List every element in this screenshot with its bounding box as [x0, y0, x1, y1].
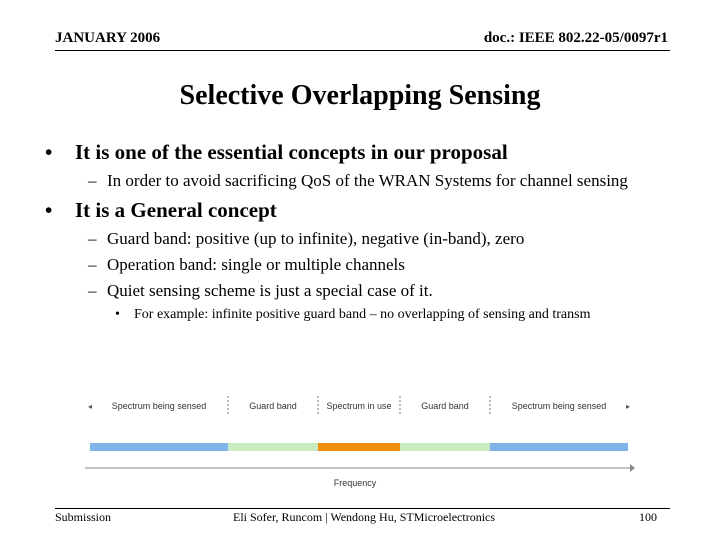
spectrum-segment-bar: [228, 443, 318, 451]
dash-marker: –: [88, 281, 97, 300]
header-doc-id: doc.: IEEE 802.22-05/0097r1: [483, 30, 668, 46]
bullet-2: [45, 198, 277, 223]
bullet-2-subsub-1: [115, 307, 590, 323]
spectrum-segment-label: Spectrum being sensed: [511, 401, 607, 411]
bullet-dot: •: [45, 140, 53, 164]
spectrum-segment-bar: [90, 443, 228, 451]
bullet-dot: •: [45, 198, 53, 222]
bullet-1: [45, 140, 508, 165]
bullet-2-text: It is a General concept: [75, 198, 277, 222]
bullet-1-sub-1: [88, 171, 628, 191]
dash-marker: –: [88, 171, 97, 190]
header-rule: [55, 50, 670, 51]
bullet-2-sub-3: [88, 281, 433, 301]
bullet-2-sub-1: [88, 229, 524, 249]
footer-authors: Eli Sofer, Runcom | Wendong Hu, STMicroelectronics: [233, 510, 496, 524]
dash-marker: –: [88, 255, 97, 274]
bullet-2-sub-3-text: Quiet sensing scheme is just a special case of it.: [107, 281, 433, 300]
spectrum-diagram: [85, 392, 635, 492]
spectrum-segment-label: Guard band: [249, 401, 297, 411]
spectrum-segment-label: Spectrum being sensed: [111, 401, 207, 411]
footer-submission: Submission: [55, 510, 112, 524]
bullet-2-sub-2-text: Operation band: single or multiple channels: [107, 255, 405, 274]
bullet-2-sub-2: [88, 255, 405, 275]
spectrum-segment-label: Guard band: [421, 401, 469, 411]
slide-title: Selective Overlapping Sensing: [179, 80, 541, 111]
bullet-2-sub-1-text: Guard band: positive (up to infinite), negative (in-band), zero: [107, 229, 525, 248]
spectrum-segment-bar: [490, 443, 628, 451]
footer-rule: [55, 508, 670, 509]
header-date: JANUARY 2006: [55, 30, 161, 46]
bullet-2-subsub-1-text: For example: infinite positive guard band – no overlapping of sensing and transm: [134, 307, 591, 322]
right-arrow-icon: ▸: [625, 402, 631, 411]
bullet-1-sub-1-text: In order to avoid sacrificing QoS of the WRAN Systems for channel sensing: [107, 171, 628, 190]
left-arrow-icon: ◂: [87, 402, 93, 411]
spectrum-segment-bar: [400, 443, 490, 451]
bullet-dot: •: [115, 307, 120, 322]
spectrum-segment-label: Spectrum in use: [326, 401, 392, 411]
footer-page-number: 100: [639, 510, 657, 524]
bullet-1-text: It is one of the essential concepts in our proposal: [75, 140, 508, 164]
dash-marker: –: [88, 229, 97, 248]
frequency-axis-arrow-icon: [630, 464, 635, 472]
frequency-label: Frequency: [333, 478, 377, 488]
spectrum-segment-bar: [318, 443, 400, 451]
